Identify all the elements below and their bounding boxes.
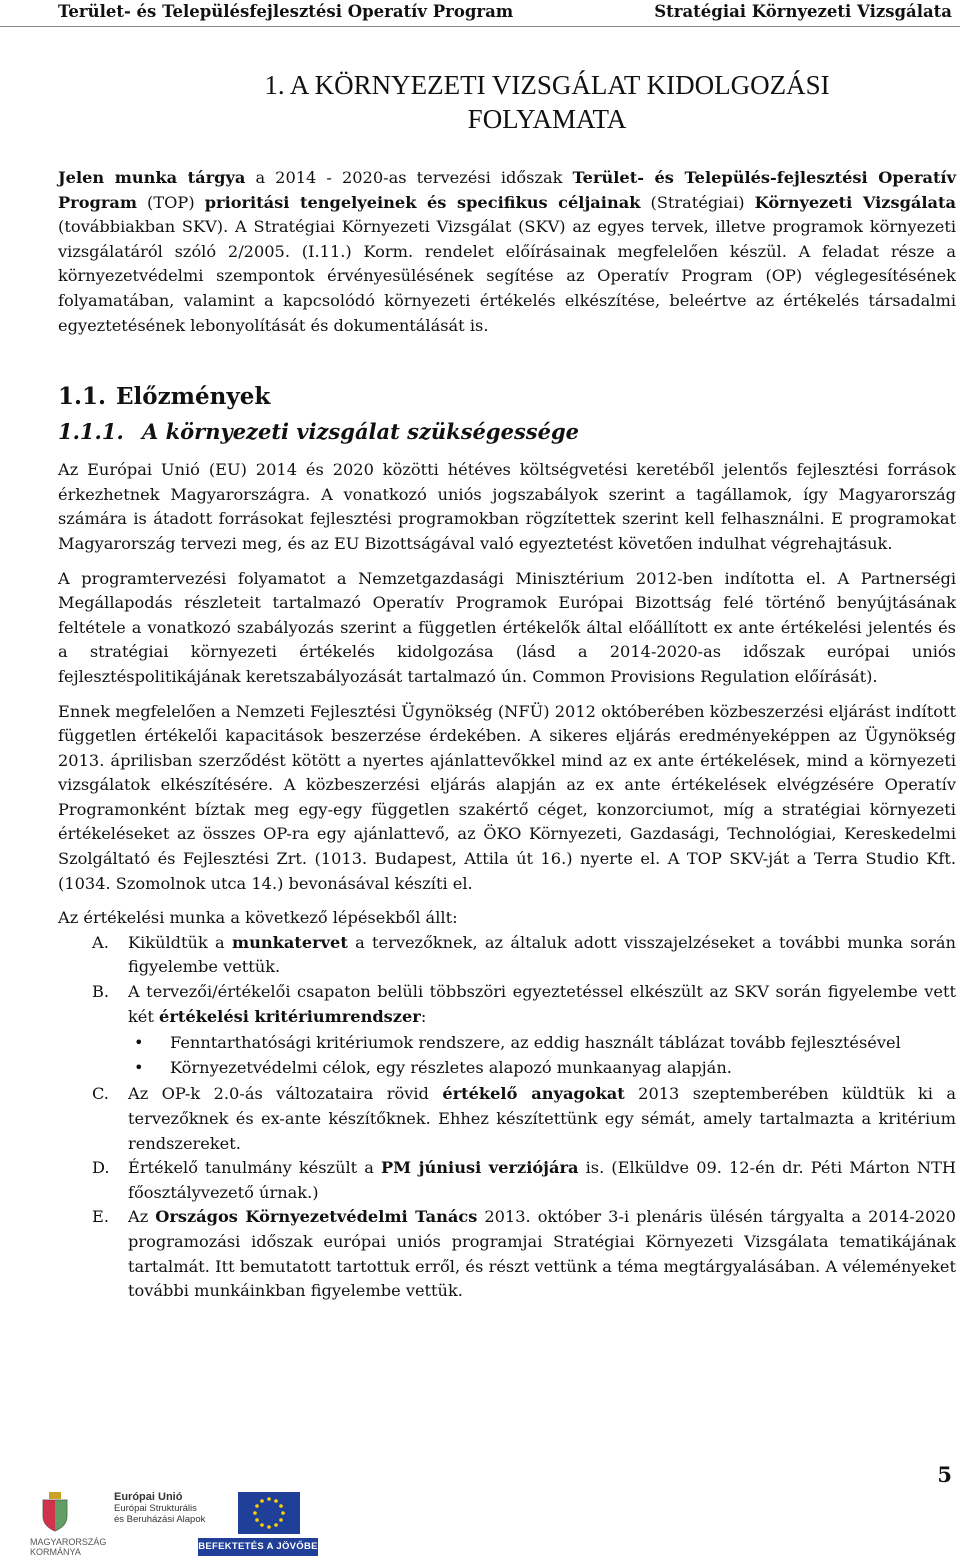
intro-bold-2: Terület- és Település-fejlesztési Operatív Program: [58, 168, 956, 212]
chapter-title-line-2: FOLYAMATA: [467, 104, 627, 134]
step-item-e: [58, 1205, 956, 1303]
step-text-pre: A tervezői/értékelői csapaton belüli többszöri egyeztetéssel elkészült az SKV során figyelembe vett két: [128, 982, 956, 1026]
evaluation-steps-list: [58, 931, 956, 1304]
step-text-pre: Az: [128, 1207, 156, 1227]
paragraph-procurement: Ennek megfelelően a Nemzeti Fejlesztési Ügynökség (NFÜ) 2012 októberében közbeszerzési eljárást indított független értékelői kapacitások beszerzése érdekében. A sikeres eljárás eredményeképpen az Ügynökség 2013. áprilisban szerződést kötött a nyertes ajánlattevőkkel mind az ex ante értékelések, mind a környezeti vizsgálatok elkészítésére. A közbeszerzési eljárás alapján az ex ante értékelések elvégzésére Operatív Programonként bíztak meg egy-egy független szakértő céget, konzorciumot, míg a stratégiai környezeti értékeléseket az összes OP-ra egy ajánlattevő, az ÖKO Környezeti, Gazdasági, Technológiai, Kereskedelmi Szolgáltató és Fejlesztési Zrt. (1013. Budapest, Attila út 16.) nyerte el. A TOP SKV-ját a Terra Studio Kft. (1034. Szomolnok utca 14.) bevonásával készíti el.: [58, 701, 956, 893]
paragraph-eu-budget: Az Európai Unió (EU) 2014 és 2020 közötti hétéves költségvetési keretéből jelentős fejlesztési források érkezhetnek Magyarországra. A vonatkozó uniós jogszabályok szerint a tagállamok, így Magyarország számára is átadott forrásokat fejlesztési programokban rögzítettek szerint kell felhasználni. E programokat Magyarország tervezi meg, és az EU Bizottságával való egyeztetést követően indulhat végrehajtásuk.: [58, 460, 956, 553]
intro-text-1: a 2014 - 2020-as tervezési időszak: [245, 168, 573, 187]
eu-funds-line-3: és Beruházási Alapok: [114, 1514, 206, 1525]
step-item-a: [58, 931, 956, 980]
paragraph-programming-process: A programtervezési folyamatot a Nemzetgazdasági Minisztérium 2012-ben indította el. A Partnerségi Megállapodás részleteit tartalmazó Operatív Programok Európai Bizottság felé történő benyújtásának feltétele a vonatkozó szabályozás szerint a független értékelők által előállított ex ante értékelési jelentés és a stratégiai környezeti értékelés kidolgozása (lásd a 2014-2020-as időszak európai uniós fejlesztéspolitikájának keretszabályozását tartalmazó ún. Common Provisions Regulation előírását).: [58, 568, 956, 686]
header-program-title: Terület- és Településfejlesztési Operatív Program: [58, 2, 514, 21]
coat-of-arms-icon: [40, 1492, 70, 1532]
step-letter: D.: [92, 1158, 110, 1178]
step-item-c: [58, 1082, 956, 1156]
step-item-b: [58, 980, 956, 1029]
step-letter: C.: [92, 1084, 109, 1104]
eu-funds-text: [114, 1492, 205, 1525]
paragraph-steps-intro: Az értékelési munka a következő lépésekből állt:: [58, 908, 458, 928]
step-text-pre: Kiküldtük a: [128, 932, 232, 952]
bullet-item: [128, 1056, 956, 1081]
chapter-title: [58, 68, 956, 136]
step-text-post: 2013 szeptemberében küldtük ki a tervezőknek és ex-ante készítőknek. Ehhez készítettünk egy sémát, amely tartalmazta a kritérium rendszereket.: [128, 1084, 956, 1153]
running-header: [0, 0, 960, 27]
step-letter: B.: [92, 982, 110, 1002]
step-text-bold: értékelési kritériumrendszer: [159, 1006, 421, 1026]
intro-bold-4: Környezeti Vizsgálata: [754, 192, 956, 212]
body-content: [58, 68, 956, 1304]
intro-text-2: (TOP): [136, 192, 205, 212]
step-text-bold: PM júniusi verziójára: [381, 1158, 579, 1178]
step-text: [128, 1156, 956, 1205]
step-letter: E.: [92, 1207, 109, 1227]
step-text-bold: Országos Környezetvédelmi Tanács: [155, 1207, 478, 1227]
section-title: Előzmények: [116, 383, 271, 411]
step-text-pre: Az OP-k 2.0-ás változataira rövid: [128, 1084, 443, 1104]
intro-text-4: (továbbiakban SKV). A Stratégiai Környezeti Vizsgálat (SKV) az egyes tervek, illetve programok környezeti vizsgálatáról szóló 2/2005. (I.11.) Korm. rendelet előírásainak megfelelően készül.: [58, 217, 956, 261]
page-number: 5: [937, 1462, 952, 1487]
criteria-bullet-list: [128, 1031, 956, 1080]
eu-funds-line-2: Európai Strukturális: [114, 1503, 197, 1514]
step-text: [128, 980, 956, 1029]
step-text-bold: munkatervet: [231, 932, 348, 952]
subsection-heading: [58, 418, 956, 446]
subsection-number: 1.1.1.: [58, 419, 124, 445]
bullet-text: Környezetvédelmi célok, egy részletes alapozó munkaanyag alapján.: [170, 1057, 732, 1077]
step-text: [128, 1082, 956, 1156]
step-text: [128, 1205, 956, 1303]
intro-text-5: A feladat része a környezetvédelmi szempontok érvényesülésének segítése az Operatív Program (OP) véglegesítésének folyamatában, valamint a kapcsolódó környezeti értékelés elkészítése, beleértve az értékelés társadalmi egyeztetésének lebonyolítását és dokumentálását is.: [58, 241, 956, 335]
intro-text-3: (Stratégiai): [640, 192, 755, 212]
hungarian-government-logo: [30, 1492, 107, 1557]
step-letter: A.: [92, 932, 109, 952]
header-document-title: Stratégiai Környezeti Vizsgálata: [654, 2, 952, 21]
bullet-icon: •: [134, 1057, 144, 1077]
bullet-text: Fenntarthatósági kritériumok rendszere, az eddig használt táblázat tovább fejlesztésével: [170, 1033, 901, 1053]
eu-label: Európai Unió: [114, 1491, 183, 1503]
coat-label-line-1: MAGYARORSZÁG: [30, 1537, 107, 1547]
subsection-title: A környezeti vizsgálat szükségessége: [142, 419, 579, 445]
section-number: 1.1.: [58, 383, 107, 411]
chapter-title-line-1: 1. A KÖRNYEZETI VIZSGÁLAT KIDOLGOZÁSI: [264, 70, 830, 100]
bullet-item: [128, 1031, 956, 1056]
eu-funds-logo: [114, 1490, 318, 1560]
eu-slogan-banner: BEFEKTETÉS A JÖVŐBE: [198, 1538, 318, 1556]
step-text-bold: értékelő anyagokat: [442, 1084, 625, 1104]
footer-logos: [30, 1490, 430, 1562]
coat-label-line-2: KORMÁNYA: [30, 1547, 81, 1557]
step-text: [128, 931, 956, 980]
section-heading: [58, 382, 956, 412]
eu-flag-icon: [238, 1492, 300, 1534]
step-text-post: is. (Elküldve 09. 12-én dr. Péti Márton NTH főosztályvezető úrnak.): [128, 1158, 956, 1202]
step-item-d: [58, 1156, 956, 1205]
intro-paragraph: [58, 166, 956, 338]
intro-bold-3: prioritási tengelyeinek és specifikus céljainak: [204, 192, 641, 212]
step-text-post: 2013. október 3-i plenáris ülésén tárgyalta a 2014-2020 programozási időszak európai uniós programjai Stratégiai Környezeti Vizsgálata tematikájának tartalmát. Itt bemutatott tartottuk erről, és részt vettünk a téma megtárgyalásában. A véleményeket további munkáinkban figyelembe vettük.: [128, 1207, 956, 1301]
intro-bold-1: Jelen munka tárgya: [58, 168, 246, 187]
step-text-post: :: [420, 1006, 427, 1026]
step-text-post: a tervezőknek, az általuk adott visszajelzéseket a további munka során figyelembe vettük.: [128, 932, 956, 977]
bullet-icon: •: [134, 1033, 144, 1053]
step-text-pre: Értékelő tanulmány készült a: [128, 1158, 381, 1178]
